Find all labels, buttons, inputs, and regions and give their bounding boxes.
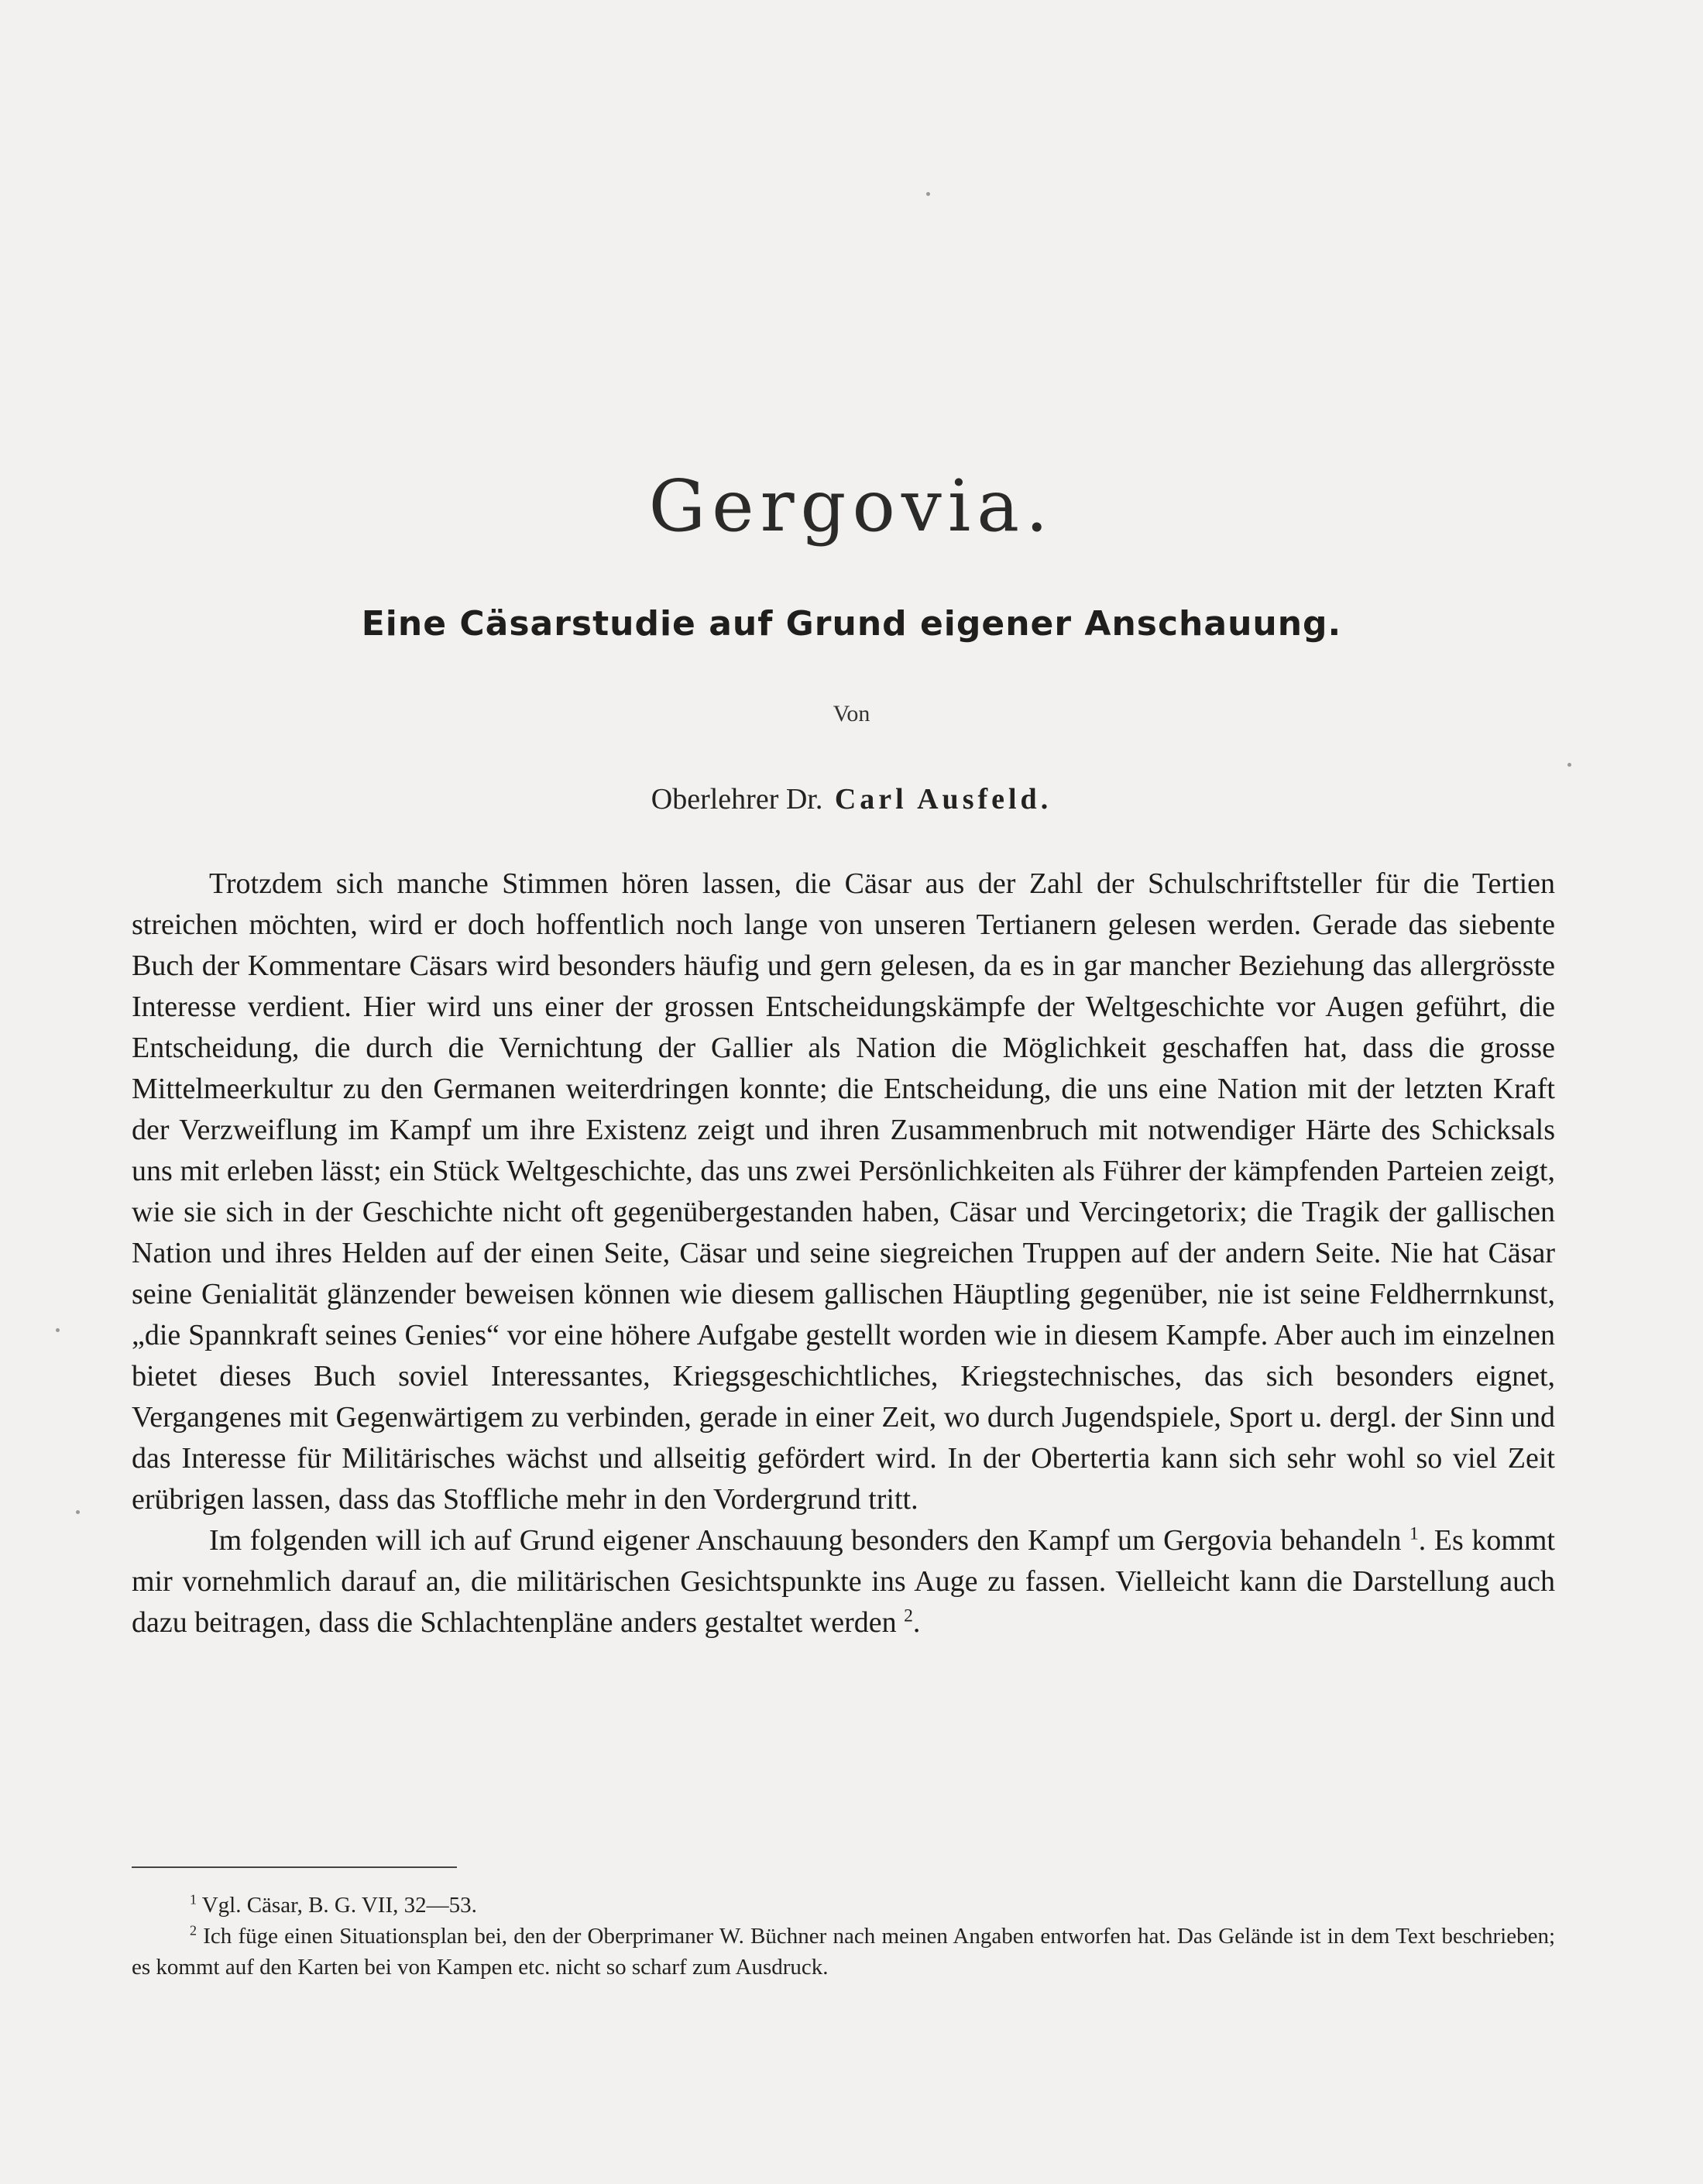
page-title: Gergovia. (648, 465, 1055, 548)
print-speck (1567, 763, 1571, 767)
page-subtitle: Eine Cäsarstudie auf Grund eigener Anschauung. (361, 604, 1342, 644)
footnote-divider (132, 1866, 457, 1868)
footnote-text: Ich füge einen Situationsplan bei, den der Oberprimaner W. Büchner nach meinen Angaben entworfen hat. Das Gelände ist in dem Text beschrieben; es kommt auf den Karten bei von Kampen etc. nicht so scharf zum Ausdruck. (132, 1924, 1555, 1980)
footnote-marker: 1 (1409, 1523, 1419, 1544)
body-text (132, 864, 1555, 1643)
author-line (0, 782, 1703, 816)
footnote-mark: 1 (190, 1891, 197, 1908)
footnote (132, 1890, 1555, 1921)
paragraph (132, 1520, 1555, 1643)
print-speck (926, 192, 930, 196)
paragraph-text: Im folgenden will ich auf Grund eigener Anschauung besonders den Kampf um Gergovia behandeln (209, 1524, 1402, 1557)
footnote-text: Vgl. Cäsar, B. G. VII, 32—53. (201, 1893, 477, 1918)
footnote-mark: 2 (190, 1922, 197, 1938)
paragraph-text: . Es kommt mir vornehmlich darauf an, die militärischen Gesichtspunkte ins Auge zu fassen. Vielleicht kann die Darstellung auch dazu beitragen, dass die Schlachtenpläne anders gestaltet werden (132, 1524, 1555, 1639)
author-name: Carl Ausfeld. (834, 783, 1052, 816)
paragraph: Trotzdem sich manche Stimmen hören lassen, die Cäsar aus der Zahl der Schulschriftsteller für die Tertien streichen möchten, wird er doch hoffentlich noch lange von unseren Tertianern gelesen werden. Gerade das siebente Buch der Kommentare Cäsars wird besonders häufig und gern gelesen, da es in gar mancher Beziehung das allergrösste Interesse verdient. Hier wird uns einer der grossen Entscheidungskämpfe der Weltgeschichte vor Augen geführt, die Entscheidung, die durch die Vernichtung der Gallier als Nation die Möglichkeit geschaffen hat, dass die grosse Mittelmeerkultur zu den Germanen weiterdringen konnte; die Entscheidung, die uns eine Nation mit der letzten Kraft der Verzweiflung im Kampf um ihre Existenz zeigt und ihren Zusammenbruch mit notwendiger Härte des Schicksals uns mit erleben lässt; ein Stück Weltgeschichte, das uns zwei Persönlichkeiten als Führer der kämpfenden Parteien zeigt, wie sie sich in der Geschichte nicht oft gegenübergestanden haben, Cäsar und Vercingetorix; die Tragik der gallischen Nation und ihres Helden auf der einen Seite, Cäsar und seine siegreichen Truppen auf der andern Seite. Nie hat Cäsar seine Genialität glänzender beweisen können wie diesem gallischen Häuptling gegenüber, nie ist seine Feldherrnkunst, „die Spannkraft seines Genies“ vor eine höhere Aufgabe gestellt worden wie in diesem Kampfe. Aber auch im einzelnen bietet dieses Buch soviel Interessantes, Kriegsgeschichtliches, Kriegstechnisches, das sich besonders eignet, Vergangenes mit Gegenwärtigem zu verbinden, gerade in einer Zeit, wo durch Jugendspiele, Sport u. dergl. der Sinn und das Interesse für Militärisches wächst und allseitig gefördert wird. In der Obertertia kann sich sehr wohl so viel Zeit erübrigen lassen, dass das Stoffliche mehr in den Vordergrund tritt. (132, 867, 1555, 1516)
print-speck (56, 1328, 60, 1332)
author-prefix: Oberlehrer Dr. (651, 783, 823, 816)
paragraph-end: . (912, 1606, 921, 1639)
print-speck (76, 1510, 80, 1514)
footnotes (132, 1890, 1555, 1983)
byline: Von (833, 701, 870, 726)
footnote-marker: 2 (904, 1605, 913, 1626)
footnote (132, 1921, 1555, 1983)
